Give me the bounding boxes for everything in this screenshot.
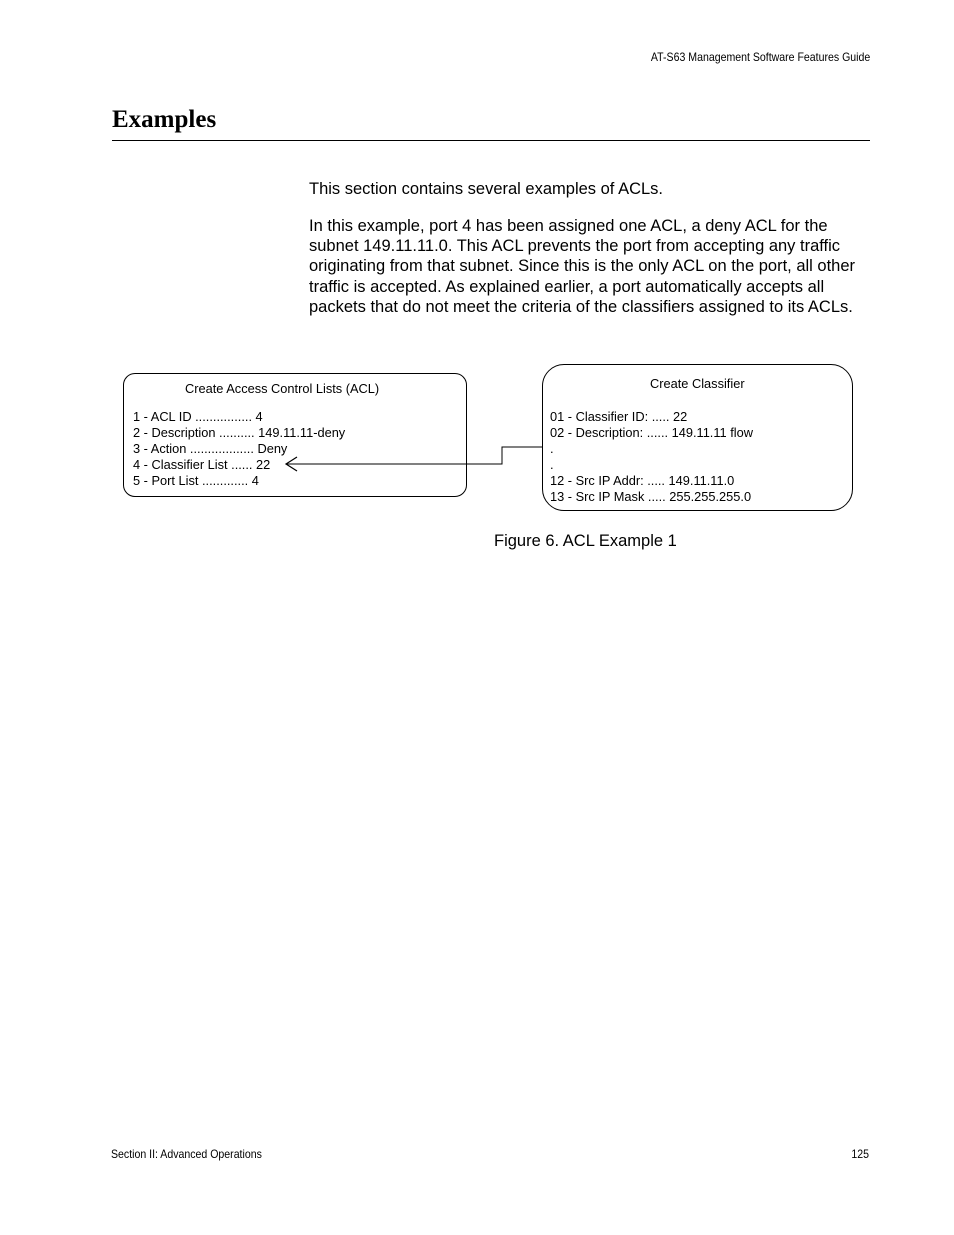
section-title: Examples [112, 106, 217, 133]
figure-caption: Figure 6. ACL Example 1 [494, 532, 677, 550]
acl-line-description: 2 - Description .......... 149.11.11-deny [133, 425, 346, 440]
classifier-line-ellipsis-2: . [550, 457, 554, 472]
example-paragraph: In this example, port 4 has been assigned one ACL, a deny ACL for the subnet 149.11.11.0. This ACL prevents the port from accepting any traffic originating from that subnet. Since this is the only ACL on the port, all other traffic is accepted. As explained earlier, a port automatically accepts all packets that do not meet the criteria of the classifiers assigned to its ACLs. [309, 217, 856, 316]
acl-box-title: Create Access Control Lists (ACL) [185, 381, 380, 396]
running-header: AT-S63 Management Software Features Guide [650, 50, 870, 64]
acl-line-action: 3 - Action .................. Deny [133, 441, 288, 456]
acl-line-port-list: 5 - Port List ............. 4 [133, 473, 259, 488]
classifier-line-src-ip-mask: 13 - Src IP Mask ..... 255.255.255.0 [550, 489, 752, 504]
classifier-line-src-ip-addr: 12 - Src IP Addr: ..... 149.11.11.0 [550, 473, 735, 488]
classifier-box-title: Create Classifier [650, 376, 745, 391]
connector-line [287, 447, 542, 464]
acl-line-classifier-list: 4 - Classifier List ...... 22 [133, 457, 271, 472]
classifier-line-id: 01 - Classifier ID: ..... 22 [550, 409, 688, 424]
page-number: 125 [851, 1147, 869, 1161]
intro-paragraph: This section contains several examples of ACLs. [309, 180, 664, 198]
classifier-line-description: 02 - Description: ...... 149.11.11 flow [550, 425, 753, 440]
classifier-line-ellipsis-1: . [550, 441, 554, 456]
acl-line-acl-id: 1 - ACL ID ................ 4 [133, 409, 263, 424]
footer-section: Section II: Advanced Operations [111, 1147, 262, 1161]
